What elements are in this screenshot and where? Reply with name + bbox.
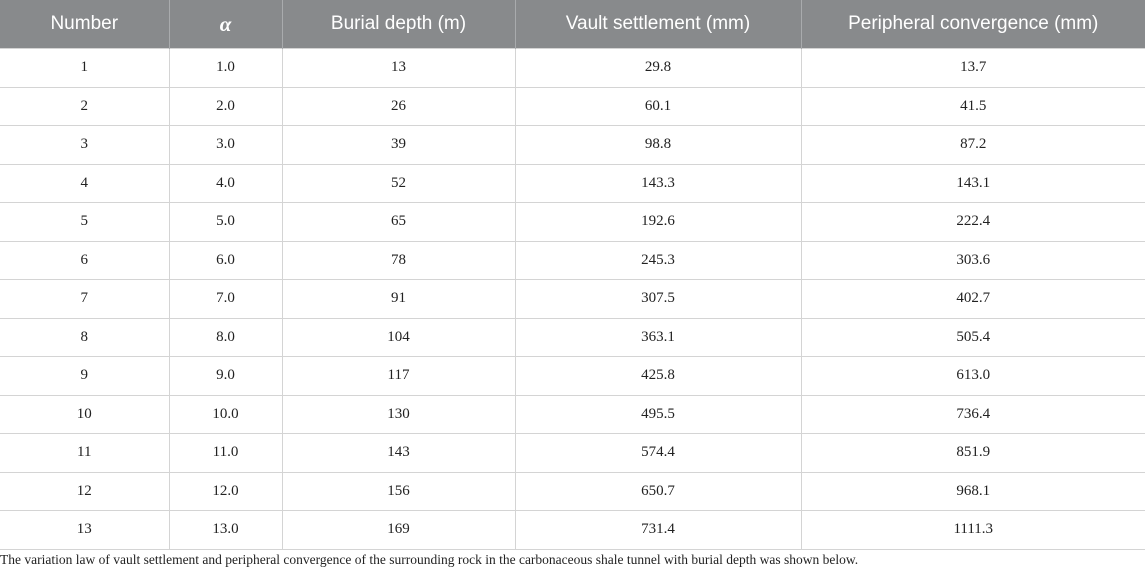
cell-peripheral-convergence: 402.7	[801, 280, 1145, 319]
cell-peripheral-convergence: 1111.3	[801, 511, 1145, 550]
cell-burial-depth: 65	[282, 203, 515, 242]
table-row	[0, 395, 1145, 434]
cell-number: 1	[0, 49, 169, 88]
table-row	[0, 357, 1145, 396]
cell-burial-depth: 39	[282, 126, 515, 165]
cell-alpha: 9.0	[169, 357, 282, 396]
cell-vault-settlement: 425.8	[515, 357, 801, 396]
cell-peripheral-convergence: 13.7	[801, 49, 1145, 88]
cell-burial-depth: 78	[282, 241, 515, 280]
cell-number: 10	[0, 395, 169, 434]
cell-vault-settlement: 29.8	[515, 49, 801, 88]
header-burial-depth: Burial depth (m)	[282, 0, 515, 49]
table-body	[0, 49, 1145, 550]
cell-number: 12	[0, 472, 169, 511]
table-row	[0, 87, 1145, 126]
cell-alpha: 11.0	[169, 434, 282, 473]
cell-number: 9	[0, 357, 169, 396]
table-row	[0, 472, 1145, 511]
cell-vault-settlement: 192.6	[515, 203, 801, 242]
cell-alpha: 6.0	[169, 241, 282, 280]
table-row	[0, 203, 1145, 242]
cell-burial-depth: 52	[282, 164, 515, 203]
cell-alpha: 5.0	[169, 203, 282, 242]
cell-alpha: 3.0	[169, 126, 282, 165]
table-row	[0, 318, 1145, 357]
cell-alpha: 4.0	[169, 164, 282, 203]
cell-number: 8	[0, 318, 169, 357]
cell-alpha: 12.0	[169, 472, 282, 511]
table-row	[0, 511, 1145, 550]
cell-peripheral-convergence: 736.4	[801, 395, 1145, 434]
cell-peripheral-convergence: 222.4	[801, 203, 1145, 242]
table-row	[0, 434, 1145, 473]
cell-vault-settlement: 143.3	[515, 164, 801, 203]
cell-burial-depth: 169	[282, 511, 515, 550]
header-number: Number	[0, 0, 169, 49]
cell-number: 3	[0, 126, 169, 165]
cell-peripheral-convergence: 87.2	[801, 126, 1145, 165]
cell-peripheral-convergence: 968.1	[801, 472, 1145, 511]
cell-number: 6	[0, 241, 169, 280]
cell-vault-settlement: 574.4	[515, 434, 801, 473]
cell-vault-settlement: 245.3	[515, 241, 801, 280]
cell-vault-settlement: 98.8	[515, 126, 801, 165]
cell-vault-settlement: 731.4	[515, 511, 801, 550]
cell-alpha: 8.0	[169, 318, 282, 357]
cell-number: 4	[0, 164, 169, 203]
cell-number: 13	[0, 511, 169, 550]
cell-vault-settlement: 363.1	[515, 318, 801, 357]
cell-burial-depth: 156	[282, 472, 515, 511]
cell-peripheral-convergence: 505.4	[801, 318, 1145, 357]
cell-peripheral-convergence: 613.0	[801, 357, 1145, 396]
header-peripheral-convergence: Peripheral convergence (mm)	[801, 0, 1145, 49]
table-row	[0, 280, 1145, 319]
cell-number: 5	[0, 203, 169, 242]
table-row	[0, 126, 1145, 165]
header-row	[0, 0, 1145, 49]
cell-burial-depth: 104	[282, 318, 515, 357]
cell-alpha: 13.0	[169, 511, 282, 550]
cell-alpha: 2.0	[169, 87, 282, 126]
cell-alpha: 1.0	[169, 49, 282, 88]
table-row	[0, 241, 1145, 280]
cell-alpha: 10.0	[169, 395, 282, 434]
cell-burial-depth: 91	[282, 280, 515, 319]
cell-peripheral-convergence: 851.9	[801, 434, 1145, 473]
cell-number: 2	[0, 87, 169, 126]
cell-vault-settlement: 307.5	[515, 280, 801, 319]
table-header	[0, 0, 1145, 49]
cell-vault-settlement: 650.7	[515, 472, 801, 511]
cell-vault-settlement: 495.5	[515, 395, 801, 434]
cell-burial-depth: 143	[282, 434, 515, 473]
cell-alpha: 7.0	[169, 280, 282, 319]
table-row	[0, 49, 1145, 88]
table-row	[0, 164, 1145, 203]
cell-number: 7	[0, 280, 169, 319]
table-footnote: The variation law of vault settlement and peripheral convergence of the surrounding rock in the carbonaceous shale tunnel with burial depth was shown below.	[0, 552, 859, 567]
cell-number: 11	[0, 434, 169, 473]
cell-peripheral-convergence: 41.5	[801, 87, 1145, 126]
cell-peripheral-convergence: 143.1	[801, 164, 1145, 203]
cell-peripheral-convergence: 303.6	[801, 241, 1145, 280]
header-alpha: α	[169, 0, 282, 49]
header-vault-settlement: Vault settlement (mm)	[515, 0, 801, 49]
cell-burial-depth: 26	[282, 87, 515, 126]
cell-burial-depth: 117	[282, 357, 515, 396]
cell-burial-depth: 130	[282, 395, 515, 434]
cell-burial-depth: 13	[282, 49, 515, 88]
cell-vault-settlement: 60.1	[515, 87, 801, 126]
